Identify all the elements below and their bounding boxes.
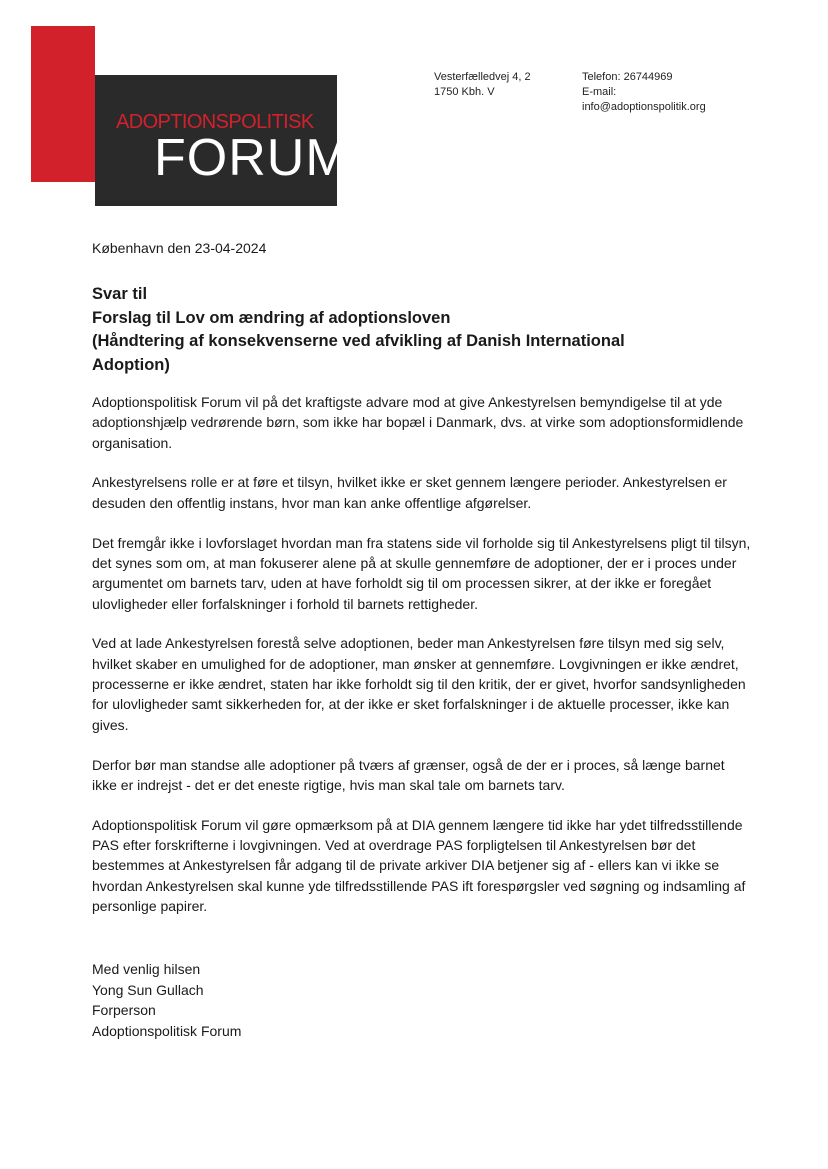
closing-organization: Adoptionspolitisk Forum <box>92 1022 242 1039</box>
body-paragraph: Ved at lade Ankestyrelsen forestå selve adoptionen, beder man Ankestyrelsen føre tilsyn med sig selv, hvilket skaber en umulighed for de adoptioner, man ønsker at gennemføre. Lovgivningen er ikke ændret, processerne er ikke ændret, staten har ikke forholdt sig til den kritik, der er givet, hvorfor sandsynligheden for ulovligheder samt sikkerheden for, at der ikke er sket forfalskninger i de aktuelle processer, ikke kan gives. <box>92 635 746 733</box>
address-street: Vesterfælledvej 4, 2 <box>434 71 531 83</box>
logo-text-forum: FORUM <box>154 129 350 187</box>
subject-line: Forslag til Lov om ændring af adoptionsloven <box>92 308 451 327</box>
body-paragraph: Derfor bør man standse alle adoptioner på tværs af grænser, også de der er i proces, så længe barnet ikke er indrejst - det er det eneste rigtige, hvis man skal tale om barnets tarv. <box>92 756 725 793</box>
closing-greeting: Med venlig hilsen <box>92 961 201 977</box>
contact-email-label: E-mail: <box>582 86 617 98</box>
subject-line: Adoption) <box>92 355 170 374</box>
subject-line: (Håndtering af konsekvenserne ved afvikling af Danish International <box>92 332 625 350</box>
letter-closing <box>92 959 241 1041</box>
body-paragraph: Det fremgår ikke i lovforslaget hvordan man fra statens side vil forholde sig til Ankestyrelsens pligt til tilsyn, det synes som om, at man fokuserer alene på at skulle gennemføre de adoptioner, der er i proces under argumentet om barnets tarv, uden at have forholdt sig til om processen sikrer, at der ikke er foregået ulovligheder eller forfalskninger i forhold til barnets rettigheder. <box>92 534 751 612</box>
body-paragraph: Ankestyrelsens rolle er at føre et tilsyn, hvilket ikke er sket gennem længere perioder. Ankestyrelsen er desuden den offentlig instans, hvor man kan anke offentlige afgørelser. <box>92 474 727 511</box>
body-paragraph: Adoptionspolitisk Forum vil gøre opmærksom på at DIA gennem længere tid ikke har ydet tilfredsstillende PAS efter forskrifterne i lovgivningen. Ved at overdrage PAS forpligtelsen til Ankestyrelsen bør det bestemmes at Ankestyrelsen får adgang til de private arkiver DIA betjener sig af - ellers kan vi ikke se hvordan Ankestyrelsen skal kunne yde tilfredsstillende PAS ift forespørgsler ved søgning og indsamling af personlige papirer. <box>92 816 746 914</box>
letter-body <box>92 392 752 936</box>
closing-signatory-name: Yong Sun Gullach <box>92 981 204 998</box>
address-city: 1750 Kbh. V <box>434 86 495 98</box>
contact-email: info@adoptionspolitik.org <box>582 101 706 113</box>
closing-signatory-title: Forperson <box>92 1002 156 1018</box>
letter-date: København den 23-04-2024 <box>92 240 267 256</box>
contact-phone: Telefon: 26744969 <box>582 71 673 83</box>
header-address <box>434 70 531 100</box>
logo-red-block <box>31 26 95 182</box>
subject-line: Svar til <box>92 285 148 303</box>
letter-subject <box>92 283 712 377</box>
header-contact <box>582 70 706 115</box>
body-paragraph: Adoptionspolitisk Forum vil på det kraftigste advare mod at give Ankestyrelsen bemyndigelse til at yde adoptionshjælp vedrørende børn, som ikke har bopæl i Danmark, dvs. at virke som adoptionsformidlende organisation. <box>92 394 744 451</box>
logo-text-adoptionspolitisk: ADOPTIONSPOLITISK <box>116 111 314 133</box>
